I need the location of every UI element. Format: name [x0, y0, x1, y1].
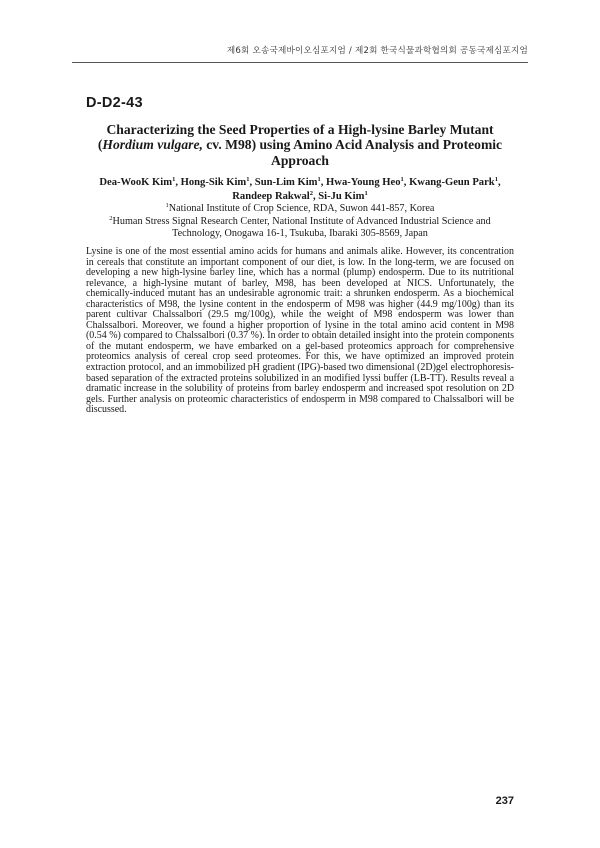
author-name: Sun-Lim Kim: [254, 177, 318, 188]
author-list: [86, 176, 514, 203]
author-separator: ,: [249, 177, 255, 188]
affiliation-line: [86, 216, 514, 241]
author-separator: ,: [175, 177, 181, 188]
affiliation-line: [86, 203, 514, 216]
author: [99, 177, 180, 188]
author-affiliation-mark: 1: [364, 189, 368, 197]
author: [326, 177, 409, 188]
author: [318, 191, 367, 202]
affiliation-number: 1: [165, 202, 169, 209]
affiliation-text: National Institute of Crop Science, RDA, Suwon 441-857, Korea: [168, 203, 435, 214]
author-name: Dea-WooK Kim: [99, 177, 173, 188]
author-affiliation-mark: 1: [317, 176, 321, 183]
author-separator: ,: [497, 177, 501, 188]
affiliations: [86, 203, 514, 241]
title-part-2: cv. M98) using Amino Acid Analysis and Proteomic Approach: [202, 137, 503, 168]
running-header: 제6회 오송국제바이오심포지엄 / 제2회 한국식물과학협의회 공동국제심포지엄: [226, 46, 528, 56]
author-name: Kwang-Geun Park: [409, 177, 495, 188]
author: [232, 191, 318, 202]
author-affiliation-mark: 1: [494, 176, 498, 183]
author-name: Hong-Sik Kim: [180, 177, 247, 188]
author: [181, 177, 255, 188]
author-affiliation-mark: 1: [172, 176, 176, 183]
paper-title: [86, 122, 514, 168]
title-species: Hordium vulgare,: [102, 137, 203, 153]
page-number: 237: [495, 795, 514, 807]
author-name: Hwa-Young Heo: [326, 177, 401, 188]
author-affiliation-mark: 1: [400, 176, 404, 183]
header-rule: [72, 62, 528, 63]
abstract-code: D-D2-43: [86, 95, 143, 111]
author-name: Si-Ju Kim: [318, 190, 365, 202]
author-name: Randeep Rakwal: [232, 190, 310, 202]
author-separator: ,: [403, 177, 410, 188]
author-affiliation-mark: 1: [246, 176, 250, 183]
affiliation-text: Human Stress Signal Research Center, National Institute of Advanced Industrial Science and Technology, Onogawa 16-1, Tsukuba, Ibaraki 305-8569, Japan: [112, 215, 491, 240]
abstract-body: Lysine is one of the most essential amino acids for humans and animals alike. However, its concentration in cereals that constitute an important component of our diet, is low. In the long-term, we are focused on developing a new high-lysine barley line, which has a normal (plump) endosperm. Due to its nutritional relevance, a high-lysine mutant of barley, M98, has been developed at NICS. Unfortunately, the chemically-induced mutant has an undesirable agronomic trait: a shrunken endosperm. As a biochemical characteristics of M98, the lysine content in the endosperm of M98 was higher (44.9 mg/100g) than its parent cultivar Chalssalbori (29.5 mg/100g), while the weight of M98 endosperm was lower than Chalssalbori. Moreover, we found a higher proportion of lysine in the total amino acid content in M98 (0.54 %) compared to Chalssalbori (0.37 %). In order to obtain detailed insight into the protein components of the mutant endosperm, we have embarked on a gel-based proteomics approach for comprehensive proteomics analysis of cereal crop seed proteomes. For this, we have optimized an improved protein extraction protocol, and an immobilized pH gradient (IPG)-based two dimensional (2D)gel electrophoresis-based separation of the extracted proteins solubilized in an modified lyssi buffer (LB-TT). Results reveal a dramatic increase in the solubility of proteins from barley endosperm and increased spot resolution on 2D gels. Further analysis on proteomic characteristics of endosperm in M98 compared to Chalssalbori will be discussed.: [86, 246, 514, 416]
author: [255, 177, 326, 188]
title-part-1: Characterizing the Seed Properties of a High-lysine Barley Mutant (: [97, 122, 494, 153]
author-separator: ,: [312, 190, 319, 202]
author-separator: ,: [320, 177, 327, 188]
author-affiliation-mark: 2: [309, 189, 313, 197]
author: [409, 177, 501, 188]
affiliation-number: 2: [109, 214, 113, 222]
